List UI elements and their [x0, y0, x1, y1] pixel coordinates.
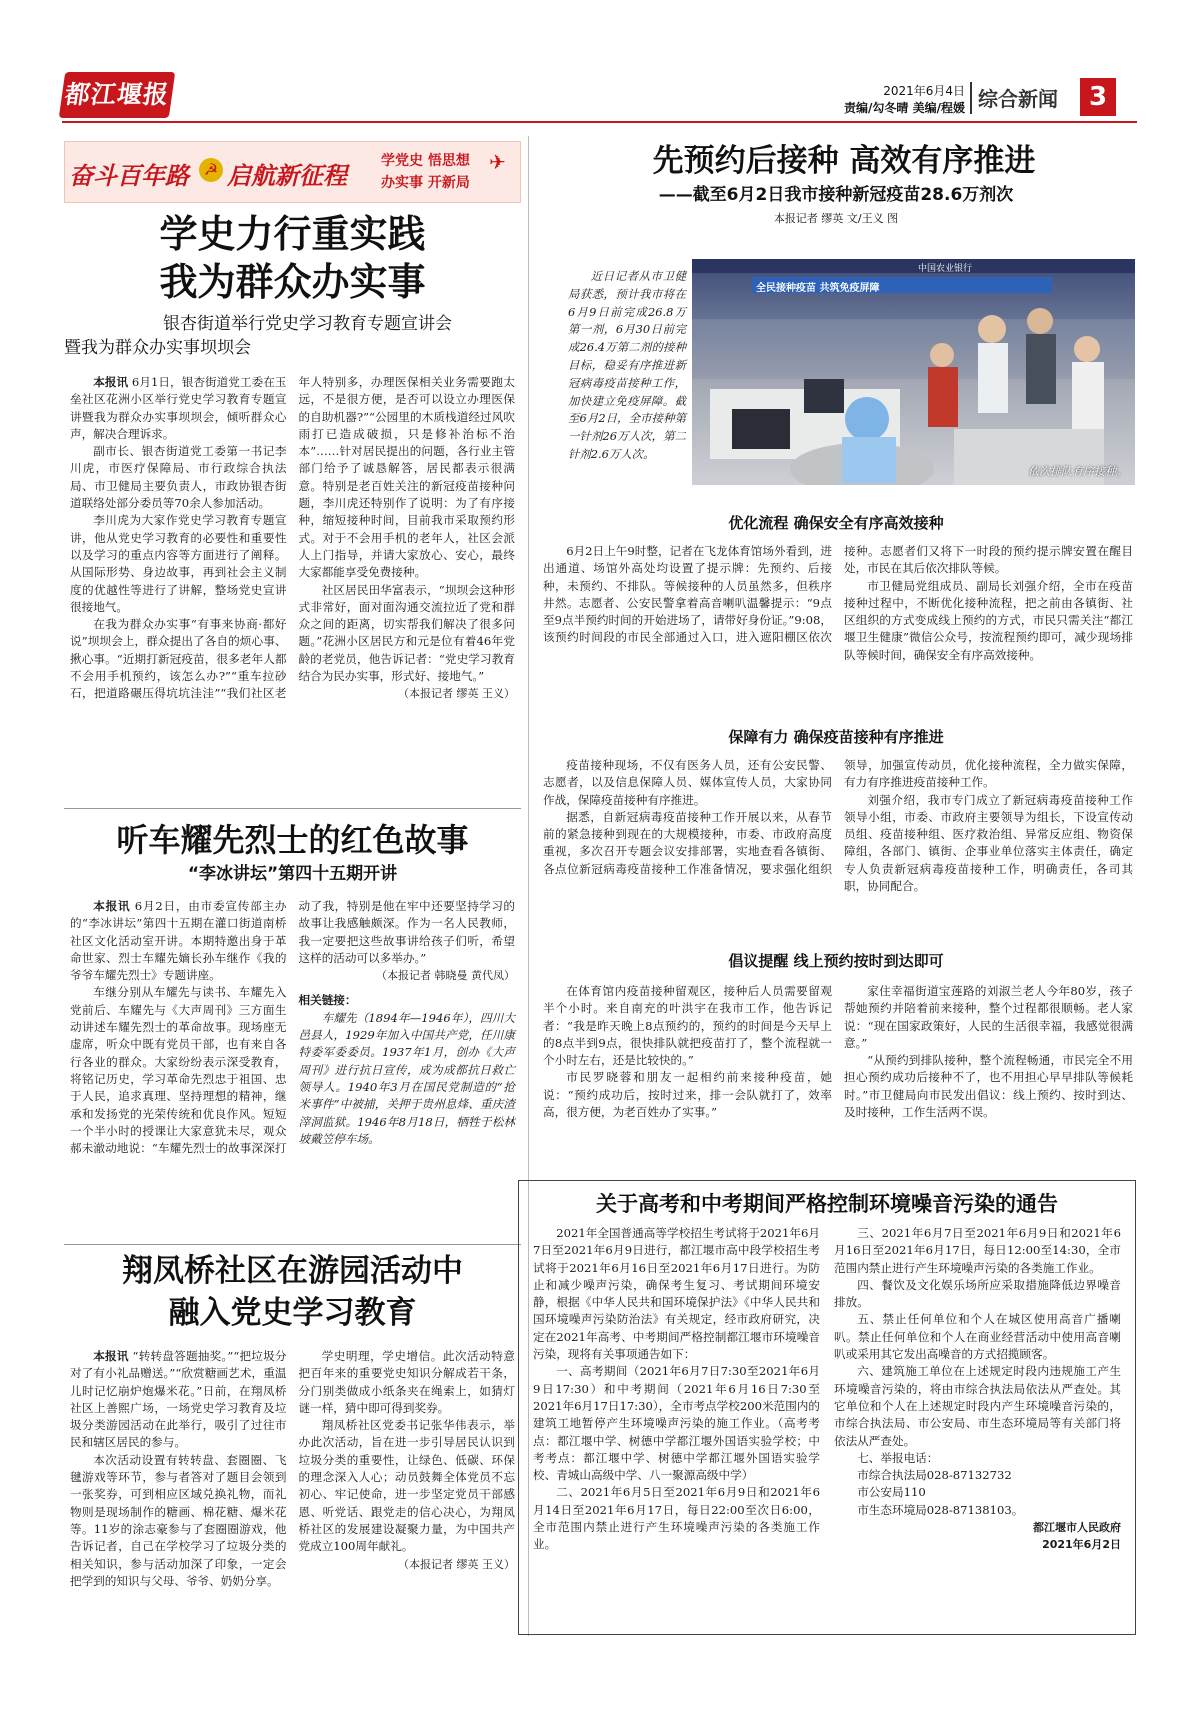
- related-link-title: 相关链接：: [298, 993, 357, 1008]
- article-1-byline: （本报记者 缪英 王义）: [398, 687, 515, 701]
- article-2-lead: 本报讯: [93, 899, 131, 913]
- article-3-body: [64, 1348, 521, 1716]
- section-3-body: [535, 983, 1137, 1141]
- article-3-title-line-1: 翔凤桥社区在游园活动中: [122, 1253, 463, 1289]
- notice-phone-3: 市生态环境局028-87138103。: [857, 1502, 1024, 1517]
- party-history-banner: [64, 141, 521, 203]
- notice-p0: 2021年全国普通高等学校招生考试将于2021年6月7日至2021年6月9日进行，都江堰市高中段学校招生考试将于2021年6月16日至2021年6月17日进行。为防止和减少噪声污染，确保考生复习、考试期间环境安静，根据《中华人民共和国环境保护法》《中华人民共和国环境噪声污染防治法》有关规定，经市政府研究，决定在2021年高考、中考期间严格控制都江堰市环境噪音污染，现将有关事项通告如下：: [533, 1226, 820, 1362]
- section-2-p1: 疫苗接种现场，不仅有医务人员，还有公安民警、志愿者，以及信息保障人员、媒体宣传人员，大家协同作战，保障疫苗接种有序推进。: [543, 758, 832, 807]
- article-4-subtitle: ——截至6月2日我市接种新冠疫苗28.6万剂次: [658, 185, 1014, 205]
- photo-banner-text: 全民接种疫苗 共筑免疫屏障: [756, 283, 880, 294]
- article-2-subtitle: “李冰讲坛”第四十五期开讲: [187, 864, 398, 884]
- banner-slogan-right: 启航新征程: [227, 161, 347, 190]
- article-3: [64, 1250, 521, 1716]
- article-4-credit: 本报记者 缪英 文/王义 图: [773, 212, 899, 225]
- article-1-p1: 6月1日，银杏街道党工委在玉垒社区花洲小区举行党史学习教育专题宣讲暨我为群众办实事坝坝会，倾听群众心声，解决合理诉求。: [70, 375, 287, 441]
- article-1-p5: 社区居民田华富表示，“坝坝会这种形式非常好，面对面沟通交流拉近了党和群众之间的距离，切实帮我们解决了很多问题。”花洲小区居民方和元是位有着46年党龄的老党员，他告诉记者：“党史学习教育结合为民办实事，形式好、接地气。”: [298, 582, 515, 684]
- article-3-byline: （本报记者 缪英 王义）: [398, 1557, 515, 1571]
- section-3-p4: “从预约到排队接种，整个流程畅通，市民完全不用担心预约成功后接种不了，也不用担心早早排队等候耗时。”市卫健局向市民发出倡议：线上预约、按时到达、及时接种，工作生活两不误。: [844, 1053, 1133, 1120]
- article-1-subtitle-line-1: 银杏街道举行党史学习教育专题宣讲会: [163, 314, 452, 334]
- article-4-section-3: [535, 950, 1137, 1141]
- article-4-intro: [568, 268, 686, 464]
- dove-icon: ✈: [489, 150, 506, 174]
- notice-phone-1: 市综合执法局028-87132732: [857, 1468, 1012, 1483]
- notice-p6: 六、建筑施工单位在上述规定时段内违规施工产生环境噪音污染的，将由市综合执法局依法从严查处。其它单位和个人在上述规定时段内产生环境噪音污染的，市综合执法局、市公安局、市生态环境局等有关部门将依法从严查处。: [834, 1364, 1121, 1448]
- party-emblem-icon: ☭: [199, 158, 223, 182]
- section-1-p1: 6月2日上午9时整，记者在飞龙体育馆场外看到，进出通道、场馆外高处均设置了提示牌：先预约、后接种，未预约、不排队。等候接种的人员虽然多，但秩序井然。志愿者、公安民警拿着高音喇叭温馨提示：“9点至9点半预约时间的开始进场了，请带好身份证。”9:08，该预约时间段的市民全部通过入口，进入遮阳棚区依次接种。志愿者们又将下一时段的预约提示牌安置在醒目处，市民在其后依次排队等候。: [543, 544, 1133, 645]
- article-4-title: 先预约后接种 高效有序推进: [652, 143, 1036, 179]
- article-4-section-2: [535, 726, 1137, 917]
- page-number: 3: [1080, 78, 1116, 116]
- article-3-title-line-2: 融入党史学习教育: [168, 1295, 417, 1331]
- section-1-p2: 市卫健局党组成员、副局长刘强介绍，全市在疫苗接种过程中，不断优化接种流程，把之前由各镇街、社区组织的方式变成线上预约的方式，市民只需关注“都江堰卫生健康”微信公众号，按流程预约即可，减少现场排队等候时间，确保安全有序高效接种。: [844, 578, 1133, 662]
- photo-sign: 中国农业银行: [918, 264, 973, 274]
- article-1-title-line-1: 学史力行重实践: [159, 211, 426, 256]
- article-1-title-line-2: 我为群众办实事: [159, 259, 426, 304]
- section-2-p2: 据悉，自新冠病毒疫苗接种工作开展以来，从春节前的紧急接种到现在的大规模接种，市委、市政府高度重视，多次召开专题会议安排部署，实地查看各镇街、各点位新冠病毒疫苗接种工作准备情况，要求强化组织领导，加强宣传动员，优化接种流程，全力做实保障，有力有序推进疫苗接种工作。: [543, 758, 1133, 876]
- issue-date: 2021年6月4日: [883, 84, 965, 98]
- article-1-lead: 本报讯: [93, 375, 129, 389]
- notice-title: 关于高考和中考期间严格控制环境噪音污染的通告: [596, 1191, 1058, 1216]
- section-3-p3: 家住幸福街道宝莲路的刘淑兰老人今年80岁，孩子帮她预约并陪着前来接种，整个过程都很顺畅。老人家说：“现在国家政策好，人民的生活很幸福，我感觉很满意。”: [844, 984, 1133, 1050]
- section-3-p1: 在体育馆内疫苗接种留观区，接种后人员需要留观半个小时。来自南充的叶洪宇在我市工作，他告诉记者：“我是昨天晚上8点预约的，预约的时间是今天早上的8点半到9点，很快排队就把疫苗打了，整个流程就一个小时左右，还是比较快的。”: [543, 984, 832, 1068]
- article-2-title: 听车耀先烈士的红色故事: [116, 821, 469, 859]
- section-3-title: 倡议提醒 线上预约按时到达即可: [728, 952, 944, 970]
- section-2-p3: 刘强介绍，我市专门成立了新冠病毒疫苗接种工作领导小组，市委、市政府主要领导为组长，下设宣传动员组、疫苗接种组、医疗救治组、异常反应组、物资保障组，各部门、镇街、企事业单位落实主体责任，确定专人负责新冠病毒疫苗接种工作，明确责任，各司其职，协同配合。: [844, 792, 1133, 894]
- divider-bar: [970, 82, 972, 114]
- notice-p3: 三、2021年6月7日至2021年6月9日和2021年6月16日至2021年6月17日，每日12:00至14:30，全市范围内禁止进行产生环境噪声污染的各类施工作业。: [834, 1226, 1121, 1275]
- article-3-p2: 本次活动设置有转转盘、套圈圈、飞毽游戏等环节，参与者答对了题目会领到一张奖券，可到相应区域兑换礼物，而礼物则是现场制作的糖画、棉花糖、爆米花等。11岁的涂志豪参与了套圈圈游戏，他告诉记者，自己在学校学习了垃圾分类的相关知识，参与活动加深了印象，一定会把学到的知识与父母、爷爷、奶奶分享。: [70, 1452, 287, 1588]
- notice-signer: 都江堰市人民政府: [1033, 1521, 1121, 1535]
- section-1-body: [535, 543, 1137, 665]
- article-1-subtitle-line-2: 暨我为群众办实事坝坝会: [64, 338, 251, 358]
- article-3-lead: 本报讯: [93, 1349, 129, 1363]
- notice-phone-2: 市公安局110: [857, 1485, 926, 1500]
- notice-p7: 七、举报电话：: [857, 1450, 939, 1465]
- notice-p5: 五、禁止任何单位和个人在城区使用高音广播喇叭。禁止任何单位和个人在商业经营活动中使用高音喇叭或采用其它发出高噪音的方式招揽顾客。: [834, 1312, 1121, 1362]
- article-2-byline: （本报记者 韩晓曼 黄代凤）: [376, 969, 515, 983]
- editors-credit: 责编/勾冬晴 美编/程媛: [844, 101, 965, 115]
- article-1-p3: 李川虎为大家作党史学习教育专题宣讲，他从党史学习教育的必要性和重要性以及学习的重点内容等方面进行了阐释。从国际形势、身边故事，再到社会主义制度的优越性等进行了讲解，整场党史宣讲很接地气。: [70, 513, 287, 614]
- section-2-body: [535, 757, 1137, 917]
- masthead-rule: [62, 121, 1137, 123]
- article-2: [64, 812, 521, 1244]
- article-2-p1: 6月2日，由市委宣传部主办的“李冰讲坛”第四十五期在灌口街道南桥社区文化活动室开讲。本期特邀出身于革命世家、烈士车耀先嫡长孙车继作《我的爷爷车耀先烈士》专题讲座。: [70, 899, 287, 983]
- paper-logo: 都江堰报: [59, 72, 175, 118]
- noise-control-notice: [518, 1180, 1136, 1635]
- banner-slogan-left: 奋斗百年路: [69, 161, 189, 190]
- article-3-p3: 学史明理，学史增信。此次活动特意把百年来的重要党史知识分解成若干条，分门别类做成小纸条夹在绳索上，如猜灯谜一样，猜中即可得到奖券。: [298, 1349, 515, 1415]
- article-3-p4: 翔凤桥社区党委书记张华伟表示，举办此次活动，旨在进一步引导居民认识到垃圾分类的重要性，让绿色、低碳、环保的理念深入人心；动员鼓舞全体党员不忘初心、牢记使命，进一步坚定党员干部感恩、听党话、跟党走的信心决心，为翔凤桥社区的发展建设凝聚力量，为中国共产党成立100周年献礼。: [298, 1418, 515, 1554]
- notice-body: [529, 1225, 1125, 1625]
- section-1-title: 优化流程 确保安全有序高效接种: [728, 514, 944, 532]
- article-1-body: [64, 374, 521, 766]
- notice-p4: 四、餐饮及文化娱乐场所应采取措施降低边界噪音排放。: [834, 1277, 1121, 1310]
- masthead: [0, 0, 1200, 130]
- photo-caption: 依次排队有序接种。: [1028, 465, 1127, 478]
- banner-motto-1: 学党史 悟思想: [381, 153, 470, 169]
- article-4-section-1: [535, 512, 1137, 665]
- notice-sign-date: 2021年6月2日: [1042, 1538, 1121, 1552]
- notice-p1: 一、高考期间（2021年6月7日7:30至2021年6月9日17:30）和中考期间（2021年6月16日7:30至2021年6月17日17:30），全市考点学校200米范围内的建筑工地暂停产生环境噪声污染的施工作业。（高考考点：都江堰中学、树德中学都江堰外国语实验学校；中考考点：都江堰中学、树德中学都江堰外国语实验学校、青城山高级中学、八一聚源高级中学）: [533, 1364, 820, 1483]
- article-1-p2: 副市长、银杏街道党工委第一书记李川虎，市医疗保障局、市行政综合执法局、市卫健局主要负责人，市政协银杏街道联络处部分委员等70余人参加活动。: [70, 444, 287, 511]
- column-rule-2: [64, 1244, 521, 1245]
- banner-motto-2: 办实事 开新局: [381, 175, 470, 191]
- article-4-intro-text: 近日记者从市卫健局获悉，预计我市将在6月9日前完成26.8万第一剂，6月30日前完成26.4万第二剂的接种目标，稳妥有序推进新冠病毒疫苗接种工作，加快建立免疫屏障。截至6月2日，全市接种第一针剂26万人次，第二针剂2.6万人次。: [568, 269, 686, 461]
- section-name: 综合新闻: [978, 87, 1058, 111]
- article-1-p4: 在我为群众办实事“有事来协商·都好说”坝坝会上，群众提出了各自的烦心事、揪心事。“近期打新冠疫苗，很多老年人都不会用手机预约，该怎么办?”“重车拉砂石，把道路碾压得坑坑洼洼”“我们社区老年人特别多，办理医保相关业务需要跑太远，不是很方便，是否可以设立办理医保的自助机器?”“公园里的木质栈道经过风吹雨打已造成破损，只是修补治标不治本”……针对居民提出的问题，各行业主管部门给予了诚恳解答，居民都表示很满意。特别是老百姓关注的新冠疫苗接种问题，李川虎还特别作了说明：为了有序接种，缩短接种时间，目前我市采取预约形式。对于不会用手机的老年人，社区会派人上门指导，并请大家放心、安心，最终大家都能享受免费接种。: [70, 375, 515, 701]
- article-2-p2: 车继分别从车耀先与读书、车耀先入党前后、车耀先与《大声周刊》三方面生动讲述车耀先烈士的革命故事。现场座无虚席，听众中既有党员干部，也有来自各行各业的群众。大家纷纷表示深受教育，将铭记历史，学习革命先烈忠于祖国、忠于人民，追求真理、坚持理想的精神，继承和发扬党的光荣传统和优良作风。短短一个半小时的授课让大家意犹未尽，观众郝未澈动地说：“车耀先烈士的故事深深打动了我，特别是他在牢中还要坚持学习的故事让我感触颇深。作为一名人民教师，我一定要把这些故事讲给孩子们听，希望这样的活动可以多举办。”: [70, 899, 515, 1156]
- column-rule-1: [64, 808, 521, 809]
- article-4: [535, 140, 1137, 228]
- related-link-body: 车耀先（1894年—1946年），四川大邑县人，1929年加入中国共产党，任川康特委军委委员。1937年1月，创办《大声周刊》进行抗日宣传，成为成都抗日救亡领导人。1940年3月在国民党制造的“抢米事件”中被捕，关押于贵州息烽、重庆渣滓洞监狱。1946年8月18日，牺牲于松林坡戴笠停车场。: [298, 1010, 515, 1146]
- section-2-title: 保障有力 确保疫苗接种有序推进: [728, 728, 944, 746]
- notice-p2: 二、2021年6月5日至2021年6月9日和2021年6月14日至2021年6月17日，每日22:00至次日6:00，全市范围内禁止进行产生环境噪声污染的各类施工作业。: [533, 1485, 820, 1552]
- article-3-p1: “转转盘答题抽奖。”“把垃圾分对了有小礼品赠送。”“欣赏糖画艺术，重温儿时记忆崩炉炮爆米花。”日前，在翔凤桥社区上善熙广场，一场党史学习教育及垃圾分类游园活动在此举行，吸引了过往市民和辖区居民的参与。: [70, 1349, 287, 1450]
- article-2-body: [64, 898, 521, 1244]
- section-3-p2: 市民罗晓蓉和朋友一起相约前来接种疫苗，她说：“预约成功后，按时过来，排一会队就打了，效率高，很方便，为老百姓办了实事。”: [543, 1070, 832, 1120]
- vaccination-photo: [692, 259, 1135, 485]
- article-1: [64, 210, 521, 766]
